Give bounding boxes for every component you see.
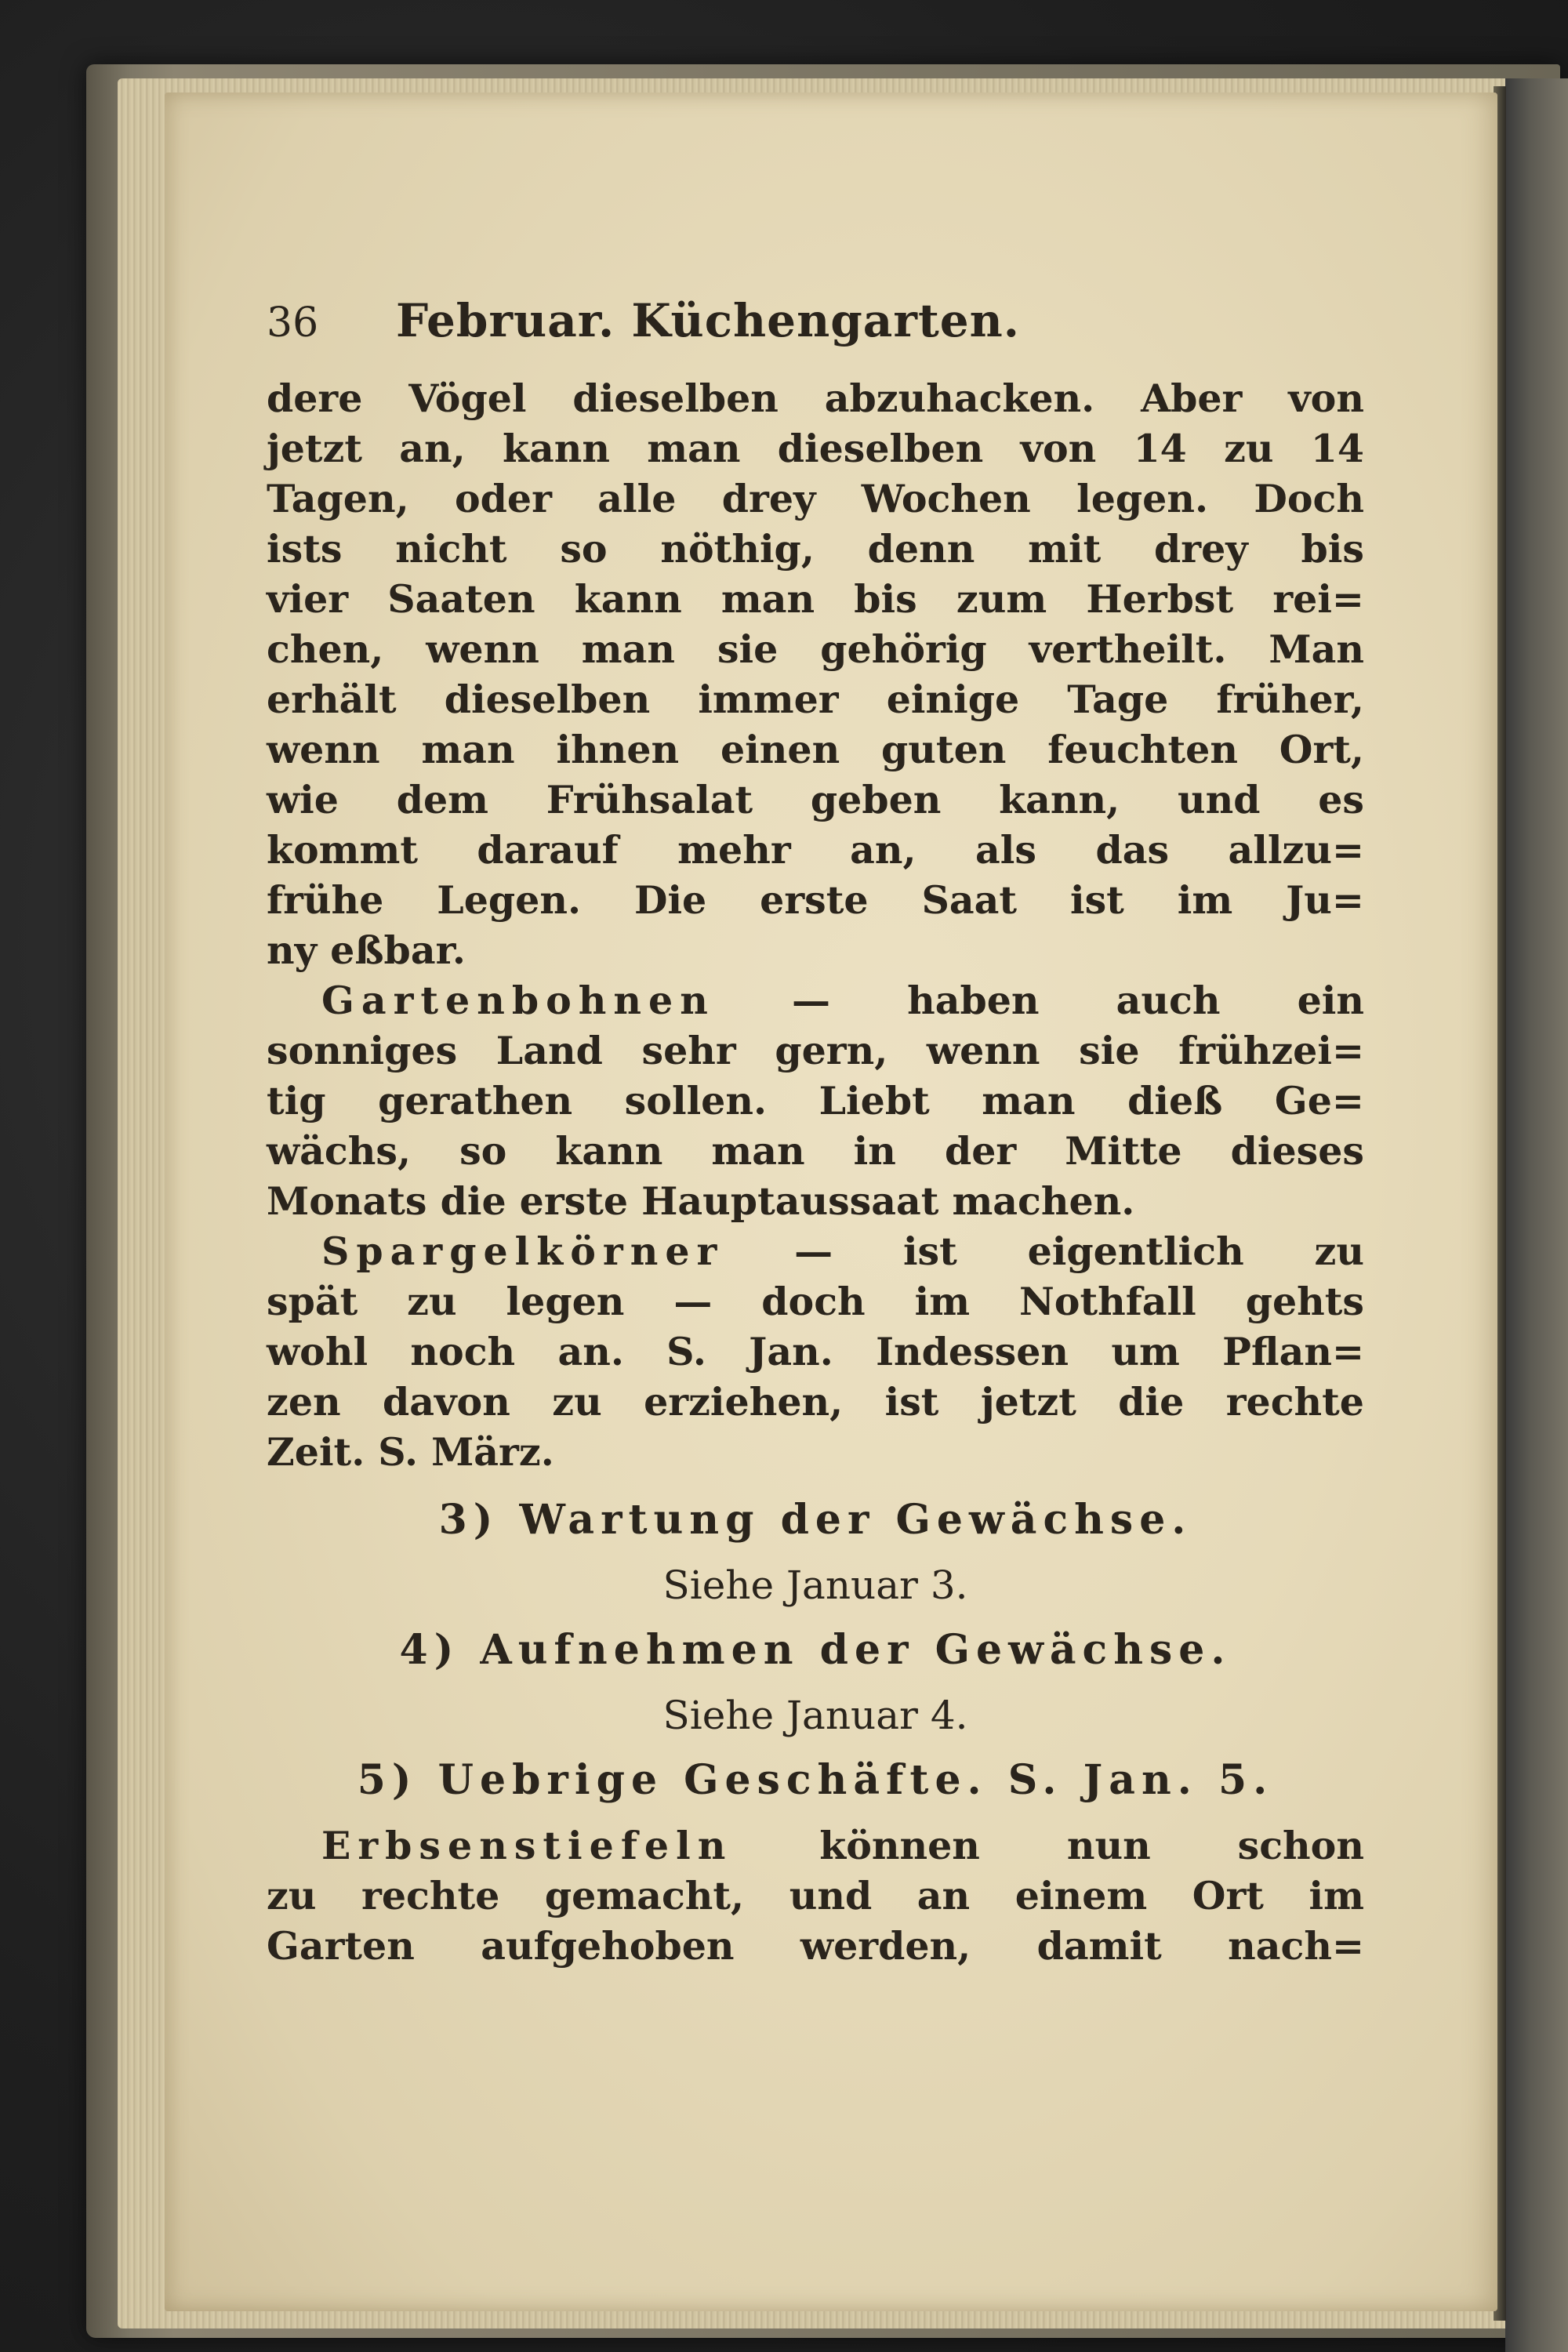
- text-line: jetzt an, kann man dieselben von 14 zu 14: [267, 426, 1364, 471]
- text-line: tig gerathen sollen. Liebt man dieß Ge=: [267, 1078, 1364, 1123]
- cross-reference-3: Siehe Januar 3.: [662, 1563, 968, 1608]
- text-line: chen, wenn man sie gehörig vertheilt. Man: [267, 626, 1364, 672]
- text-line: Garten aufgehoben werden, damit nach=: [267, 1923, 1364, 1969]
- text-line: [267, 1226, 1364, 1276]
- text-line: wohl noch an. S. Jan. Indessen um Pflan=: [267, 1329, 1364, 1374]
- text-line: ists nicht so nöthig, denn mit drey bis: [267, 526, 1364, 572]
- text-line: frühe Legen. Die erste Saat ist im Ju=: [267, 877, 1364, 923]
- running-title: Februar. Küchengarten.: [396, 294, 1020, 347]
- text-line: Monats die erste Hauptaussaat machen.: [267, 1178, 1135, 1224]
- text-line: [267, 975, 1364, 1025]
- text-line: spät zu legen — doch im Nothfall gehts: [267, 1279, 1364, 1324]
- text-line: sonniges Land sehr gern, wenn sie frühzei=: [267, 1028, 1364, 1073]
- section-heading-5: 5) Uebrige Geschäfte. S. Jan. 5.: [357, 1756, 1274, 1804]
- text-line: Tagen, oder alle drey Wochen legen. Doch: [267, 476, 1364, 521]
- text-line: wenn man ihnen einen guten feuchten Ort,: [267, 727, 1364, 772]
- text-line: ny eßbar.: [267, 927, 466, 973]
- paragraph-gartenbohnen: [267, 975, 1364, 1226]
- facing-page-edge: [1505, 78, 1568, 2352]
- text-line: dere Vögel dieselben abzuhacken. Aber von: [267, 376, 1364, 421]
- text-line: erhält dieselben immer einige Tage früher,: [267, 677, 1364, 722]
- section-heading-4: 4) Aufnehmen der Gewächse.: [399, 1626, 1232, 1674]
- text-line: kommt darauf mehr an, als das allzu=: [267, 827, 1364, 873]
- paragraph-term: Spargelkörner: [321, 1229, 724, 1274]
- paragraph-lead: — haben auch ein: [714, 978, 1364, 1023]
- paragraph-erbsenstiefeln: [267, 1820, 1364, 1971]
- paragraph-lead: — ist eigentlich zu: [724, 1229, 1364, 1274]
- section-heading-3: 3) Wartung der Gewächse.: [438, 1496, 1192, 1544]
- cross-reference-4: Siehe Januar 4.: [662, 1693, 968, 1738]
- paragraph-1: [267, 373, 1364, 975]
- text-line: vier Saaten kann man bis zum Herbst rei=: [267, 576, 1364, 622]
- page-number: 36: [267, 299, 319, 347]
- paragraph-spargelkoerner: [267, 1226, 1364, 1477]
- running-head: [267, 294, 1364, 368]
- paragraph-term: Gartenbohnen: [321, 978, 715, 1023]
- text-line: wächs, so kann man in der Mitte dieses: [267, 1128, 1364, 1174]
- text-line: zu rechte gemacht, und an einem Ort im: [267, 1873, 1364, 1918]
- paragraph-lead: können nun schon: [732, 1823, 1364, 1868]
- paragraph-term: Erbsenstiefeln: [321, 1823, 733, 1868]
- text-line: Zeit. S. März.: [267, 1429, 554, 1475]
- text-line: [267, 1820, 1364, 1871]
- text-line: wie dem Frühsalat geben kann, und es: [267, 777, 1364, 822]
- text-line: zen davon zu erziehen, ist jetzt die rechte: [267, 1379, 1364, 1425]
- page-text: [267, 294, 1364, 1971]
